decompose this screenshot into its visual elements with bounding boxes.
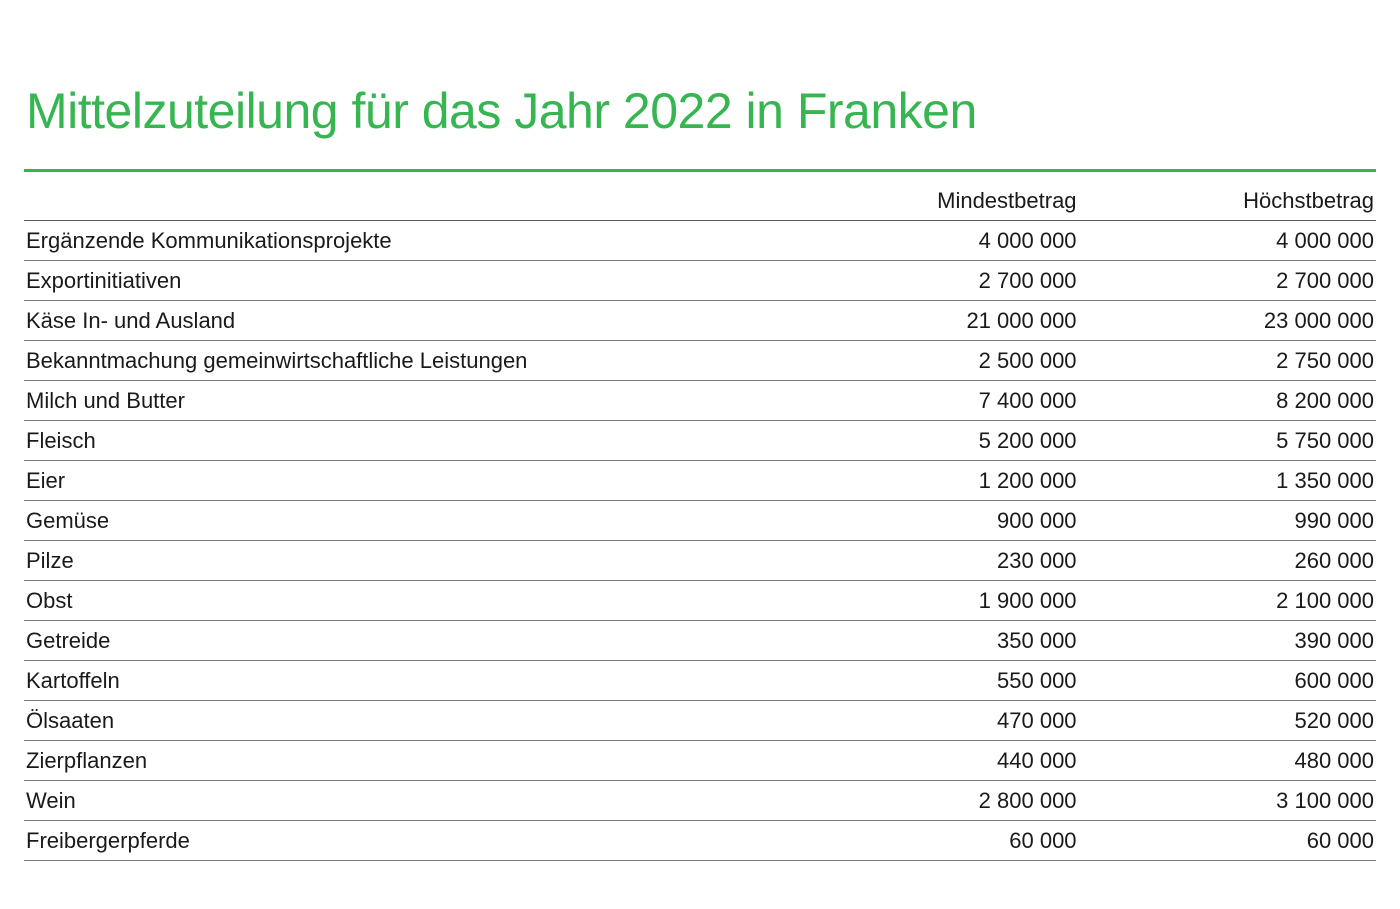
cell-category: Wein	[24, 781, 781, 821]
cell-min-amount: 350 000	[781, 621, 1078, 661]
cell-min-amount: 2 800 000	[781, 781, 1078, 821]
cell-min-amount: 2 700 000	[781, 261, 1078, 301]
table-header-row	[24, 188, 1376, 221]
cell-category: Pilze	[24, 541, 781, 581]
table-row	[24, 381, 1376, 421]
table-row	[24, 421, 1376, 461]
cell-max-amount: 480 000	[1079, 741, 1376, 781]
cell-category: Bekanntmachung gemeinwirtschaftliche Leistungen	[24, 341, 781, 381]
table-row	[24, 741, 1376, 781]
cell-category: Kartoffeln	[24, 661, 781, 701]
cell-min-amount: 2 500 000	[781, 341, 1078, 381]
cell-category: Obst	[24, 581, 781, 621]
cell-min-amount: 550 000	[781, 661, 1078, 701]
cell-category: Getreide	[24, 621, 781, 661]
cell-max-amount: 600 000	[1079, 661, 1376, 701]
cell-category: Ölsaaten	[24, 701, 781, 741]
cell-min-amount: 4 000 000	[781, 221, 1078, 261]
table-row	[24, 221, 1376, 261]
table-row	[24, 661, 1376, 701]
cell-max-amount: 1 350 000	[1079, 461, 1376, 501]
cell-category: Milch und Butter	[24, 381, 781, 421]
cell-max-amount: 3 100 000	[1079, 781, 1376, 821]
cell-min-amount: 1 200 000	[781, 461, 1078, 501]
cell-max-amount: 5 750 000	[1079, 421, 1376, 461]
cell-category: Freibergerpferde	[24, 821, 781, 861]
column-header-max: Höchstbetrag	[1079, 188, 1376, 221]
cell-min-amount: 440 000	[781, 741, 1078, 781]
cell-min-amount: 60 000	[781, 821, 1078, 861]
title-divider	[24, 169, 1376, 172]
cell-category: Gemüse	[24, 501, 781, 541]
cell-max-amount: 990 000	[1079, 501, 1376, 541]
cell-min-amount: 21 000 000	[781, 301, 1078, 341]
cell-max-amount: 8 200 000	[1079, 381, 1376, 421]
column-header-category	[24, 188, 781, 221]
cell-max-amount: 23 000 000	[1079, 301, 1376, 341]
cell-max-amount: 60 000	[1079, 821, 1376, 861]
document-page	[0, 34, 1400, 909]
table-row	[24, 301, 1376, 341]
cell-min-amount: 7 400 000	[781, 381, 1078, 421]
cell-min-amount: 230 000	[781, 541, 1078, 581]
cell-category: Fleisch	[24, 421, 781, 461]
table-row	[24, 461, 1376, 501]
cell-max-amount: 4 000 000	[1079, 221, 1376, 261]
cell-category: Zierpflanzen	[24, 741, 781, 781]
allocation-table	[24, 188, 1376, 861]
table-row	[24, 701, 1376, 741]
cell-category: Exportinitiativen	[24, 261, 781, 301]
cell-max-amount: 2 100 000	[1079, 581, 1376, 621]
table-header	[24, 188, 1376, 221]
cell-min-amount: 470 000	[781, 701, 1078, 741]
cell-category: Eier	[24, 461, 781, 501]
table-row	[24, 261, 1376, 301]
table-row	[24, 341, 1376, 381]
cell-max-amount: 390 000	[1079, 621, 1376, 661]
cell-max-amount: 2 750 000	[1079, 341, 1376, 381]
cell-min-amount: 1 900 000	[781, 581, 1078, 621]
table-body	[24, 221, 1376, 861]
cell-category: Ergänzende Kommunikationsprojekte	[24, 221, 781, 261]
table-row	[24, 541, 1376, 581]
table-row	[24, 581, 1376, 621]
cell-max-amount: 2 700 000	[1079, 261, 1376, 301]
table-row	[24, 621, 1376, 661]
cell-max-amount: 520 000	[1079, 701, 1376, 741]
table-row	[24, 781, 1376, 821]
column-header-min: Mindestbetrag	[781, 188, 1078, 221]
cell-max-amount: 260 000	[1079, 541, 1376, 581]
cell-min-amount: 5 200 000	[781, 421, 1078, 461]
page-title: Mittelzuteilung für das Jahr 2022 in Franken	[26, 82, 977, 139]
table-row	[24, 821, 1376, 861]
cell-category: Käse In- und Ausland	[24, 301, 781, 341]
table-row	[24, 501, 1376, 541]
cell-min-amount: 900 000	[781, 501, 1078, 541]
